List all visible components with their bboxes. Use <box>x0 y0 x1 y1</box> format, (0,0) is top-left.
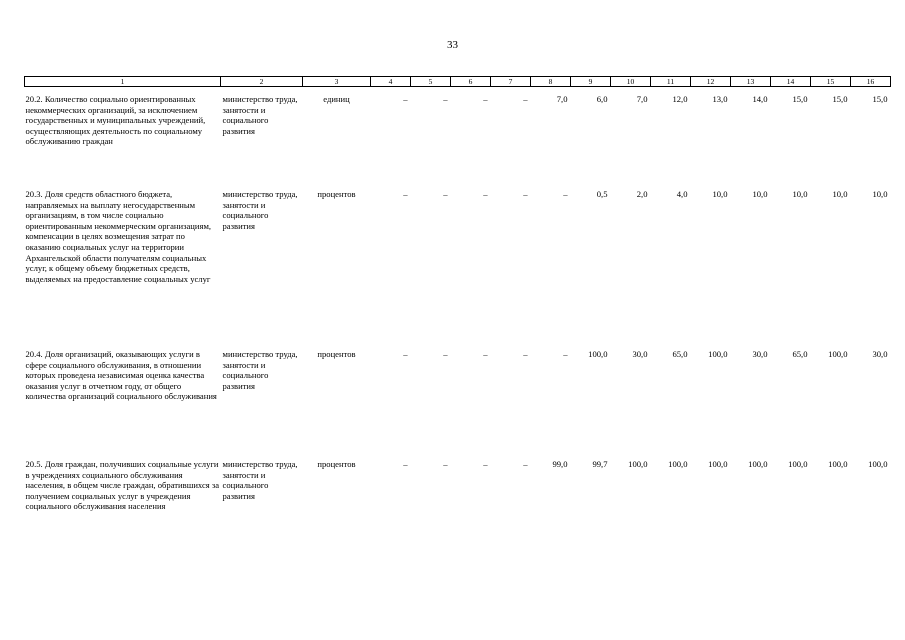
value-cell: 100,0 <box>668 459 688 469</box>
header-cell: 5 <box>411 77 451 87</box>
value-cell: – <box>483 94 488 104</box>
value-cell: 65,0 <box>672 349 688 359</box>
value-cell: 65,0 <box>792 349 808 359</box>
value-cell: – <box>443 349 448 359</box>
value-cell: 0,5 <box>596 189 608 199</box>
value-cell: 10,0 <box>792 189 808 199</box>
value-cell: – <box>443 94 448 104</box>
header-cell: 8 <box>531 77 571 87</box>
value-cell: 10,0 <box>872 189 888 199</box>
value-cell: 4,0 <box>676 189 688 199</box>
value-cell: 30,0 <box>872 349 888 359</box>
value-cell: 100,0 <box>788 459 808 469</box>
value-cell: – <box>523 349 528 359</box>
value-cell: 7,0 <box>556 94 568 104</box>
value-cell: – <box>523 459 528 469</box>
value-cell: 14,0 <box>752 94 768 104</box>
executor-cell: министерство труда, занятости и социального развития <box>222 94 298 136</box>
header-cell: 9 <box>571 77 611 87</box>
value-cell: 100,0 <box>588 349 608 359</box>
unit-cell: процентов <box>317 189 356 199</box>
value-cell: 100,0 <box>708 459 728 469</box>
header-row <box>25 77 891 87</box>
value-cell: – <box>443 459 448 469</box>
value-cell: – <box>403 189 408 199</box>
value-cell: 100,0 <box>628 459 648 469</box>
header-cell: 14 <box>771 77 811 87</box>
value-cell: – <box>563 189 568 199</box>
value-cell: 12,0 <box>672 94 688 104</box>
header-cell: 15 <box>811 77 851 87</box>
indicator-cell: 20.3. Доля средств областного бюджета, направляемых на выплату негосударственным организациям, в том числе социально ориентированным некоммерческим организациям, компенсации в целях возмещения затрат по оказанию социальных услуг на территории Архангельской области получателям социальных услуг, к общему объему бюджетных средств, выделяемых на предоставление социальных услуг <box>25 189 212 284</box>
indicator-cell: 20.2. Количество социально ориентированных некоммерческих организаций, за исключением государственных и муниципальных учреждений, осуществляющих деятельность по социальному обслуживанию граждан <box>25 94 206 147</box>
value-cell: 99,7 <box>592 459 608 469</box>
value-cell: 13,0 <box>712 94 728 104</box>
header-cell: 3 <box>303 77 371 87</box>
value-cell: 30,0 <box>752 349 768 359</box>
header-cell: 16 <box>851 77 891 87</box>
value-cell: 10,0 <box>832 189 848 199</box>
header-cell: 13 <box>731 77 771 87</box>
indicator-cell: 20.4. Доля организаций, оказывающих услуги в сфере социального обслуживания, в отношении которых проведена независимая оценка качества оказания услуг в отчетном году, от общего количества организаций социального обслуживания <box>25 349 217 402</box>
value-cell: 100,0 <box>748 459 768 469</box>
table-row <box>25 341 891 451</box>
value-cell: 7,0 <box>636 94 648 104</box>
header-cell: 11 <box>651 77 691 87</box>
unit-cell: единиц <box>323 94 350 104</box>
table-row <box>25 87 891 182</box>
value-cell: 15,0 <box>792 94 808 104</box>
value-cell: 10,0 <box>712 189 728 199</box>
value-cell: – <box>443 189 448 199</box>
value-cell: – <box>403 459 408 469</box>
indicators-table <box>24 76 891 547</box>
executor-cell: министерство труда, занятости и социального развития <box>222 189 298 231</box>
value-cell: 10,0 <box>752 189 768 199</box>
header-cell: 12 <box>691 77 731 87</box>
indicator-cell: 20.5. Доля граждан, получивших социальные услуги в учреждениях социального обслуживания населения, в общем числе граждан, обратившихся за получением социальных услуг в учреждения социального обслуживания населения <box>25 459 220 512</box>
page-number: 33 <box>447 39 458 51</box>
value-cell: – <box>403 349 408 359</box>
value-cell: – <box>563 349 568 359</box>
value-cell: 15,0 <box>832 94 848 104</box>
value-cell: 6,0 <box>596 94 608 104</box>
table-row <box>25 451 891 547</box>
value-cell: 100,0 <box>828 349 848 359</box>
header-cell: 7 <box>491 77 531 87</box>
value-cell: – <box>523 189 528 199</box>
value-cell: – <box>403 94 408 104</box>
header-cell: 2 <box>221 77 303 87</box>
value-cell: 100,0 <box>828 459 848 469</box>
header-cell: 10 <box>611 77 651 87</box>
header-cell: 6 <box>451 77 491 87</box>
header-cell: 1 <box>25 77 221 87</box>
value-cell: 2,0 <box>636 189 648 199</box>
table-row <box>25 181 891 341</box>
header-cell: 4 <box>371 77 411 87</box>
value-cell: – <box>523 94 528 104</box>
value-cell: – <box>483 349 488 359</box>
value-cell: 99,0 <box>552 459 568 469</box>
unit-cell: процентов <box>317 459 356 469</box>
value-cell: 100,0 <box>708 349 728 359</box>
value-cell: – <box>483 189 488 199</box>
executor-cell: министерство труда, занятости и социального развития <box>222 349 298 391</box>
value-cell: 100,0 <box>868 459 888 469</box>
value-cell: – <box>483 459 488 469</box>
value-cell: 30,0 <box>632 349 648 359</box>
value-cell: 15,0 <box>872 94 888 104</box>
executor-cell: министерство труда, занятости и социального развития <box>222 459 298 501</box>
unit-cell: процентов <box>317 349 356 359</box>
